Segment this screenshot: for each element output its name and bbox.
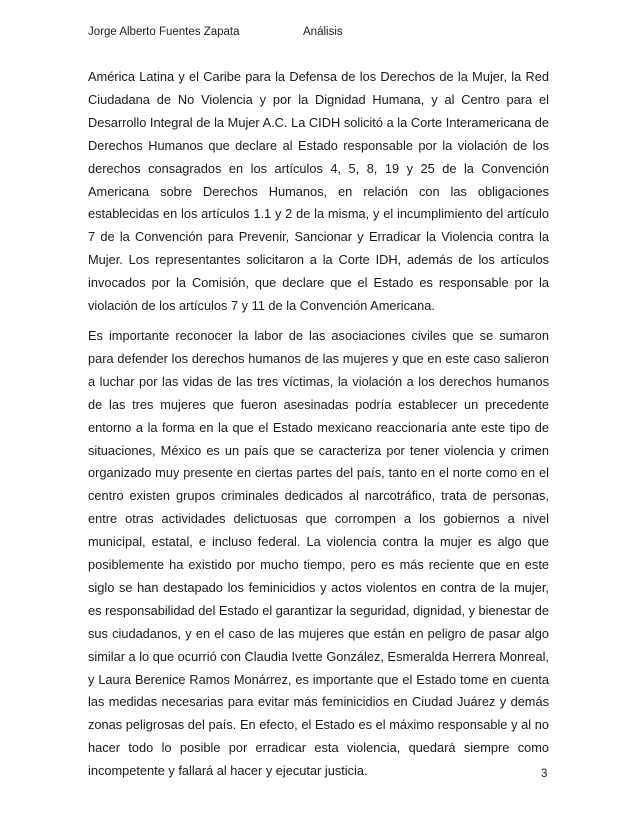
paragraph-2: Es importante reconocer la labor de las asociaciones civiles que se sumaron para defender los derechos humanos de las mujeres y que en este caso salieron a luchar por las vidas de las tres víctimas, la violación a los derechos humanos de las tres mujeres que fueron asesinadas podría establecer un precedente entorno a la forma en la que el Estado mexicano reaccionaría ante este tipo de situaciones, México es un país que se caracteriza por tener violencia y crimen organizado muy presente en ciertas partes del país, tanto en el norte como en el centro existen grupos criminales dedicados al narcotráfico, trata de personas, entre otras actividades delictuosas que corrompen a los gobiernos a nivel municipal, estatal, e incluso federal. La violencia contra la mujer es algo que posiblemente ha existido por mucho tiempo, pero es más reciente que en este siglo se han destapado los feminicidios y actos violentos en contra de la mujer, es responsabilidad del Estado el garantizar la seguridad, dignidad, y bienestar de sus ciudadanos, y en el caso de las mujeres que están en peligro de pasar algo similar a lo que ocurrió con Claudia Ivette González, Esmeralda Herrera Monreal, y Laura Berenice Ramos Monárrez, es importante que el Estado tome en cuenta las medidas necesarias para evitar más feminicidios en Ciudad Juárez y demás zonas peligrosas del país. En efecto, el Estado es el máximo responsable y al no hacer todo lo posible por erradicar esta violencia, quedará siempre como incompetente y fallará al hacer y ejecutar justicia. [88,327,549,779]
page-header [88,26,558,44]
header-section-title: Análisis [303,26,343,38]
header-author: Jorge Alberto Fuentes Zapata [88,26,240,38]
paragraph-1: América Latina y el Caribe para la Defensa de los Derechos de la Mujer, la Red Ciudadana de No Violencia y por la Dignidad Humana, y al Centro para el Desarrollo Integral de la Mujer A.C. La CIDH solicitó a la Corte Interamericana de Derechos Humanos que declare al Estado responsable por la violación de los derechos consagrados en los artículos 4, 5, 8, 19 y 25 de la Convención Americana sobre Derechos Humanos, en relación con las obligaciones establecidas en los artículos 1.1 y 2 de la misma, y el incumplimiento del artículo 7 de la Convención para Prevenir, Sancionar y Erradicar la Violencia contra la Mujer. Los representantes solicitaron a la Corte IDH, además de los artículos invocados por la Comisión, que declare que el Estado es responsable por la violación de los artículos 7 y 11 de la Convención Americana. [88,69,549,314]
page-number: 3 [541,768,548,780]
document-body [88,66,549,783]
